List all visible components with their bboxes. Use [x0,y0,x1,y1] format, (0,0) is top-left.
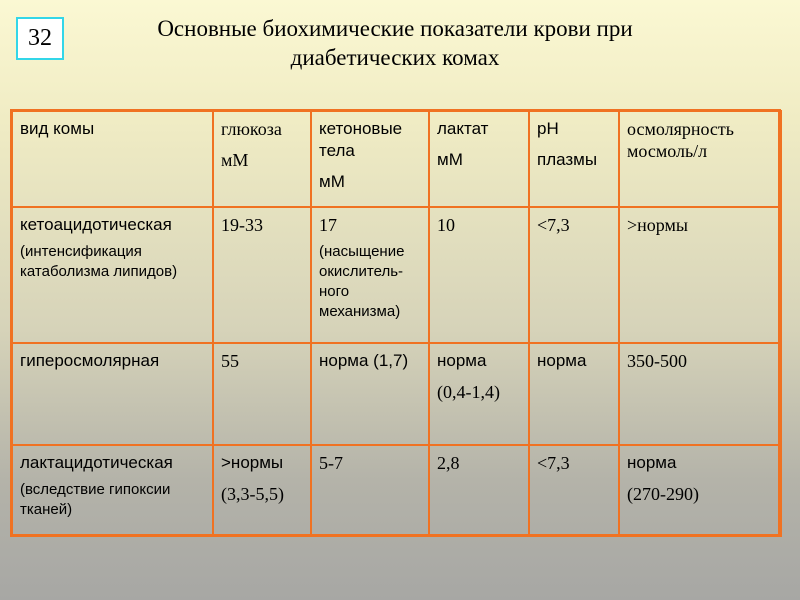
header-osmolarity: осмолярность мосмоль/л [619,111,781,207]
cell-ketones: 17 (насыщение окислитель-ного механизма) [311,207,429,343]
cell-lactate: норма (0,4-1,4) [429,343,529,445]
title-line-2: диабетических комах [290,45,500,70]
cell-glucose: >нормы (3,3-5,5) [213,445,311,536]
blood-parameters-table [11,110,782,537]
cell-ph: <7,3 [529,207,619,343]
table-row [12,343,781,445]
cell-osmolarity: 350-500 [619,343,781,445]
table-header-row [12,111,781,207]
cell-ketones: 5-7 [311,445,429,536]
header-ph: pH плазмы [529,111,619,207]
cell-osmolarity: норма (270-290) [619,445,781,536]
cell-osmolarity: >нормы [619,207,781,343]
cell-coma-type: кетоацидотическая (интенсификация катаболизма липидов) [12,207,213,343]
cell-coma-type: гиперосмолярная [12,343,213,445]
cell-glucose: 19-33 [213,207,311,343]
cell-ketones: норма (1,7) [311,343,429,445]
header-glucose: глюкоза мМ [213,111,311,207]
cell-ph: норма [529,343,619,445]
table-row [12,207,781,343]
cell-glucose: 55 [213,343,311,445]
slide-number: 32 [16,17,64,60]
header-coma-type: вид комы [12,111,213,207]
header-ketones: кетоновые тела мМ [311,111,429,207]
cell-coma-type: лактацидотическая (вследствие гипоксии тканей) [12,445,213,536]
cell-ph: <7,3 [529,445,619,536]
slide-title [90,14,700,72]
table-row [12,445,781,536]
cell-lactate: 2,8 [429,445,529,536]
title-line-1: Основные биохимические показатели крови при [157,16,633,41]
cell-lactate: 10 [429,207,529,343]
header-lactate: лактат мМ [429,111,529,207]
